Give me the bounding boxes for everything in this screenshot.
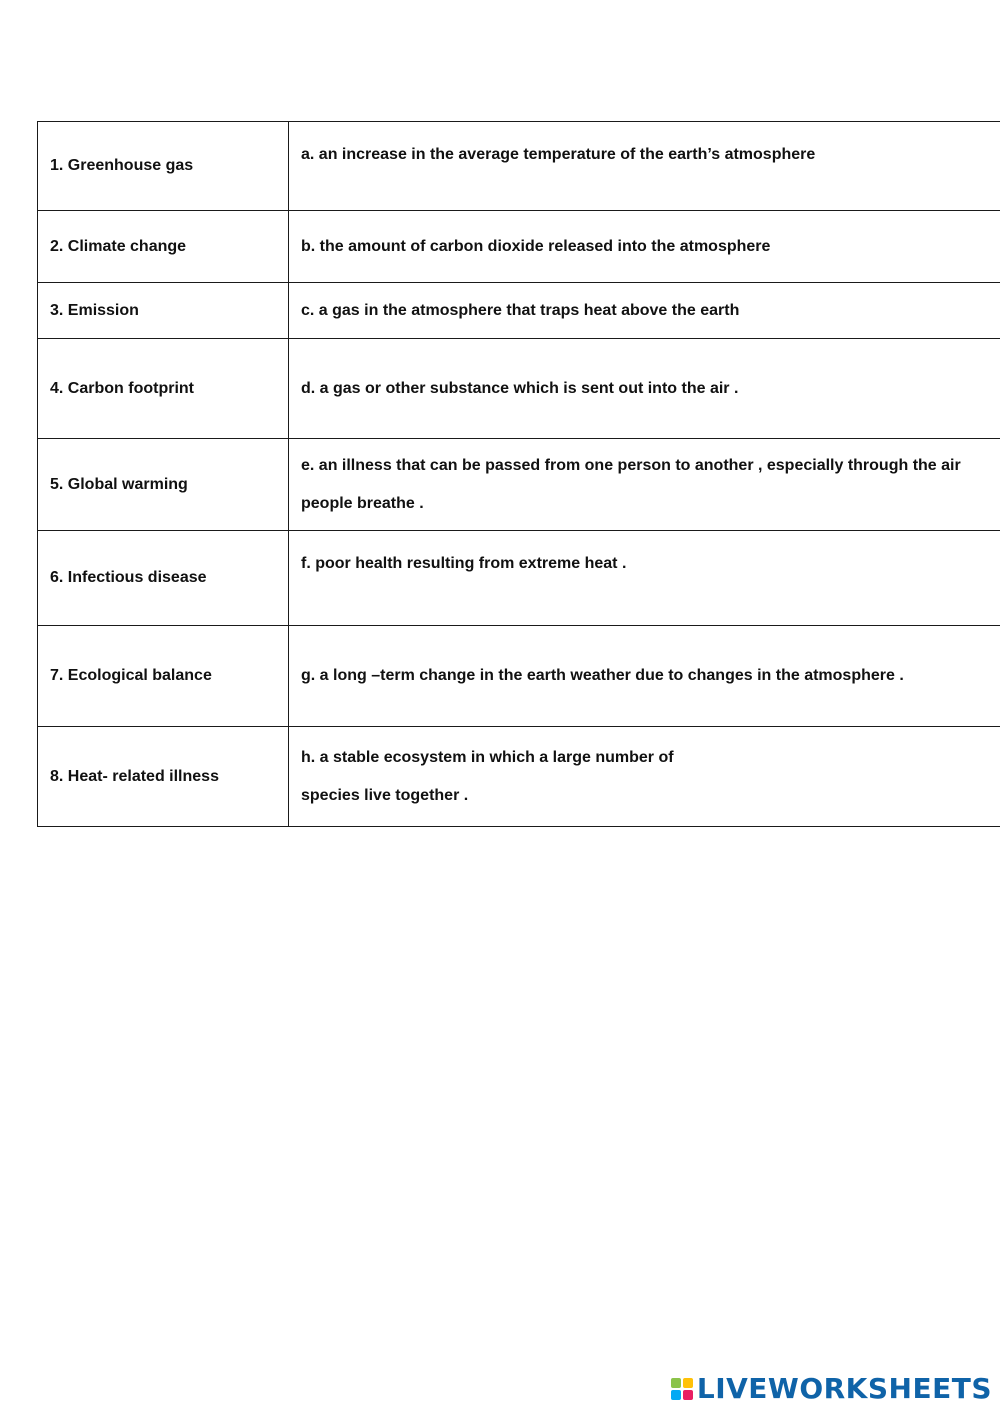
definition-cell xyxy=(289,211,1000,283)
definition-cell xyxy=(289,531,1000,626)
definition-line: g. a long –term change in the earth weather due to changes in the atmosphere . xyxy=(301,667,904,684)
definition-line: d. a gas or other substance which is sent out into the air . xyxy=(301,379,739,397)
term-cell: 5. Global warming xyxy=(38,439,289,531)
term-cell: 6. Infectious disease xyxy=(38,531,289,626)
table-row xyxy=(38,439,1000,531)
logo-mark-icon xyxy=(671,1378,693,1400)
table-row xyxy=(38,122,1000,211)
term-cell: 2. Climate change xyxy=(38,211,289,283)
definition-line: species live together . xyxy=(301,786,469,804)
definition-line: b. the amount of carbon dioxide released into the atmosphere xyxy=(301,237,771,255)
term-cell: 8. Heat- related illness xyxy=(38,727,289,827)
definition-cell xyxy=(289,122,1000,211)
table-row xyxy=(38,727,1000,827)
logo-square xyxy=(683,1378,693,1388)
term-cell: 1. Greenhouse gas xyxy=(38,122,289,211)
term-cell: 3. Emission xyxy=(38,283,289,339)
table-row xyxy=(38,626,1000,727)
definition-line: people breathe . xyxy=(301,494,424,512)
definition-line: h. a stable ecosystem in which a large number of xyxy=(301,748,674,766)
definition-cell xyxy=(289,626,1000,727)
matching-table xyxy=(37,121,1000,827)
table-row xyxy=(38,531,1000,626)
logo-square xyxy=(683,1390,693,1400)
logo-square xyxy=(671,1378,681,1388)
definition-line: e. an illness that can be passed from one person to another , especially through the air xyxy=(301,456,961,474)
definition-line: c. a gas in the atmosphere that traps heat above the earth xyxy=(301,301,740,319)
definition-cell xyxy=(289,283,1000,339)
term-cell: 4. Carbon footprint xyxy=(38,339,289,439)
table-row xyxy=(38,283,1000,339)
definition-line: a. an increase in the average temperature of the earth’s atmosphere xyxy=(301,146,816,163)
definition-cell xyxy=(289,727,1000,827)
table-row xyxy=(38,211,1000,283)
logo-square xyxy=(671,1390,681,1400)
definition-line: f. poor health resulting from extreme heat . xyxy=(301,555,627,572)
term-cell: 7. Ecological balance xyxy=(38,626,289,727)
logo-text: LIVEWORKSHEETS xyxy=(696,1372,992,1405)
definition-cell xyxy=(289,339,1000,439)
liveworksheets-logo xyxy=(671,1372,992,1405)
definition-cell xyxy=(289,439,1000,531)
table-row xyxy=(38,339,1000,439)
